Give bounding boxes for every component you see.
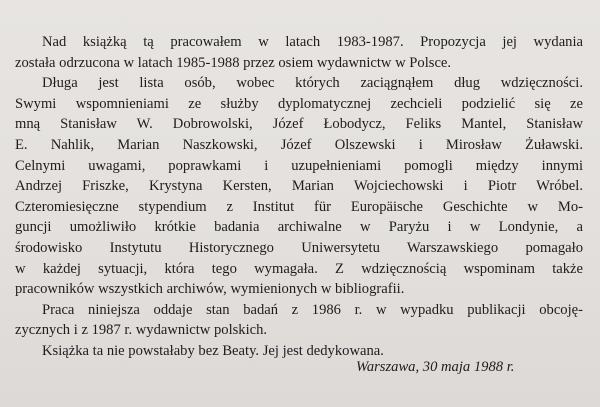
text-line: w każdej sytuacji, która tego wymagała. Z wdzięcznością wspominam także xyxy=(15,260,583,277)
place-date-signature: Warszawa, 30 maja 1988 r. xyxy=(356,359,515,375)
text-line: środowisko Instytutu Historycznego Uniwersytetu Warszawskiego pomagało xyxy=(15,239,583,256)
text-line: E. Nahlik, Marian Naszkowski, Józef Olszewski i Mirosław Żuławski. xyxy=(15,136,583,153)
text-line: Nad książką tą pracowałem w latach 1983-1987. Propozycja jej wydania xyxy=(42,34,583,50)
text-line: pracowników wszystkich archiwów, wymienionych w bibliografii. xyxy=(15,281,405,298)
text-line: guncji umożliwiło krótkie badania archiwalne w Paryżu i w Londynie, a xyxy=(15,219,583,236)
text-line: zycznych i z 1987 r. wydawnictw polskich. xyxy=(15,322,268,339)
text-line: Czteromiesięczne stypendium z Institut für Europäische Geschichte w Mo- xyxy=(15,198,583,215)
text-line: Celnymi uwagami, poprawkami i uzupełnieniami pomogli między innymi xyxy=(15,157,583,174)
text-line: została odrzucona w latach 1985-1988 przez osiem wydawnictw w Polsce. xyxy=(15,54,452,71)
text-line: Książka ta nie powstałaby bez Beaty. Jej jest dedykowana. xyxy=(42,342,384,359)
text-line: mną Stanisław W. Dobrowolski, Józef Łobodycz, Feliks Mantel, Stanisław xyxy=(15,116,583,133)
text-line: Długa jest lista osób, wobec których zaciągnąłem dług wdzięczności. xyxy=(42,75,583,92)
text-line: Andrzej Friszke, Krystyna Kersten, Marian Wojciechowski i Piotr Wróbel. xyxy=(15,178,583,195)
text-line: Swymi wspomnieniami ze służby dyplomatycznej zechcieli podzielić się ze xyxy=(15,95,583,112)
preface-text xyxy=(15,32,583,362)
text-line: Praca niniejsza oddaje stan badań z 1986 r. w wypadku publikacji obcoję- xyxy=(42,301,583,318)
